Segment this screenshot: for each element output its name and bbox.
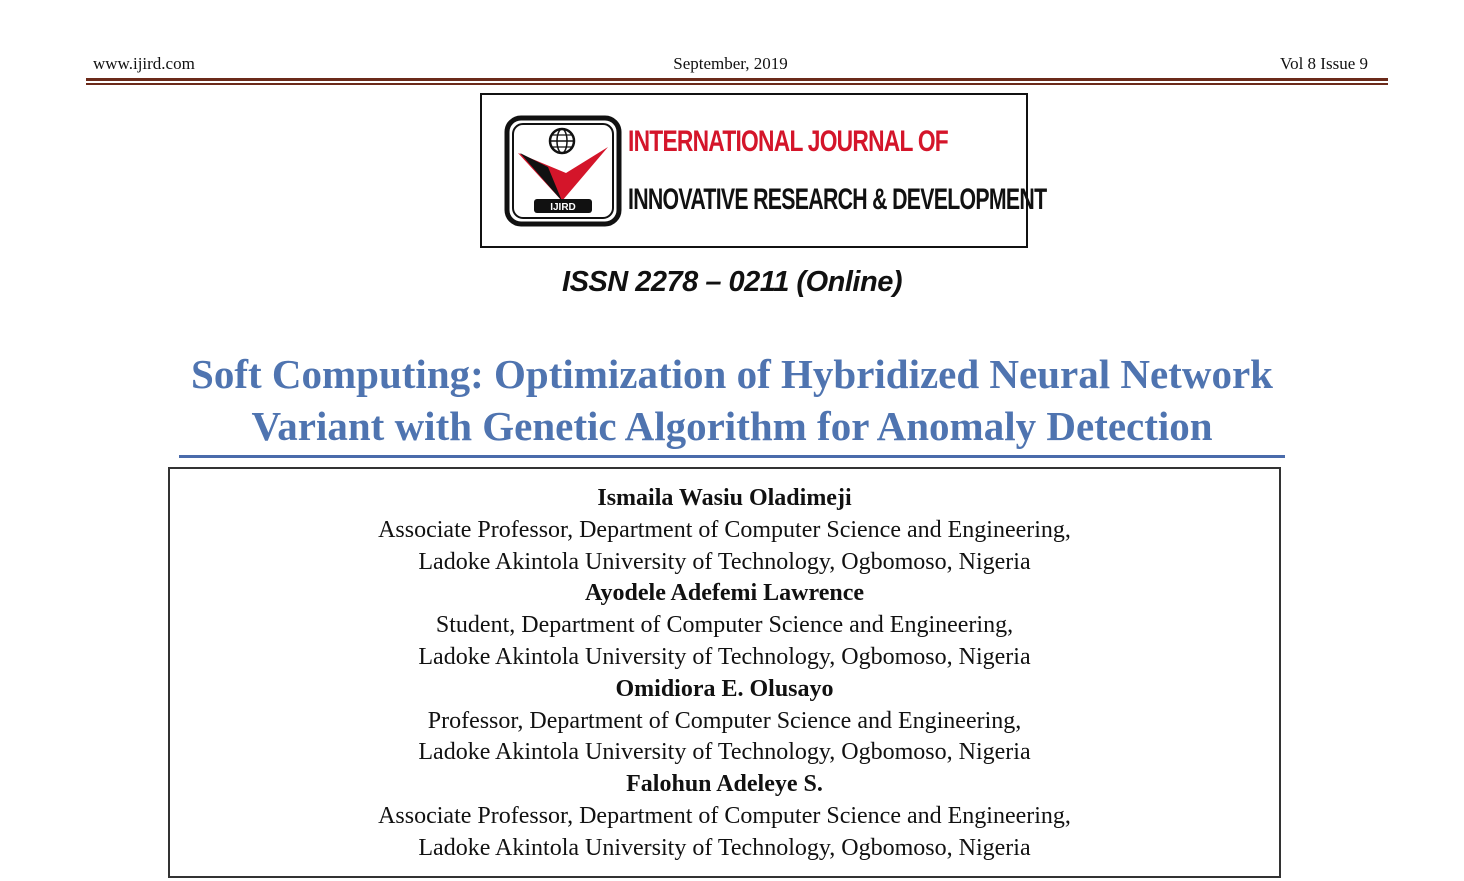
author-affiliation: Ladoke Akintola University of Technology, Ogbomoso, Nigeria — [418, 739, 1031, 766]
author-name: Ismaila Wasiu Oladimeji — [597, 485, 852, 511]
author-name: Omidiora E. Olusayo — [615, 675, 834, 702]
paper-title-line1: Soft Computing: Optimization of Hybridized Neural Network — [191, 351, 1273, 397]
journal-website: www.ijird.com — [93, 54, 195, 73]
volume-issue: Vol 8 Issue 9 — [1280, 54, 1368, 73]
author-name: Ayodele Adefemi Lawrence — [584, 580, 865, 607]
author-name: Falohun Adeleye S. — [626, 771, 823, 798]
authors-box — [168, 467, 1281, 878]
author-affiliation: Ladoke Akintola University of Technology, Ogbomoso, Nigeria — [418, 548, 1031, 575]
author-block — [170, 674, 1279, 769]
paper-title — [60, 348, 1404, 452]
author-role: Student, Department of Computer Science and Engineering, — [435, 612, 1014, 639]
author-block — [170, 769, 1279, 864]
issue-date: September, 2019 — [673, 54, 788, 73]
author-block — [170, 483, 1279, 578]
logo-line2: INNOVATIVE RESEARCH & DEVELOPMENT — [628, 183, 1047, 216]
logo-line1: INTERNATIONAL JOURNAL OF — [628, 125, 948, 158]
ijird-emblem-icon — [504, 115, 622, 227]
header-divider-secondary — [86, 83, 1388, 85]
running-header — [93, 54, 1368, 76]
issn: ISSN 2278 – 0211 (Online) — [562, 266, 902, 298]
header-divider — [86, 78, 1388, 81]
author-role: Professor, Department of Computer Science and Engineering, — [427, 707, 1022, 734]
journal-logo — [480, 93, 1047, 248]
author-affiliation: Ladoke Akintola University of Technology, Ogbomoso, Nigeria — [418, 834, 1031, 861]
emblem-label: IJIRD — [550, 202, 576, 213]
title-underline — [179, 455, 1285, 458]
author-affiliation: Ladoke Akintola University of Technology, Ogbomoso, Nigeria — [418, 643, 1031, 670]
paper-title-line2: Variant with Genetic Algorithm for Anomaly Detection — [251, 403, 1213, 449]
author-role: Associate Professor, Department of Computer Science and Engineering, — [378, 516, 1071, 543]
author-block — [170, 578, 1279, 673]
author-role: Associate Professor, Department of Computer Science and Engineering, — [378, 802, 1071, 829]
